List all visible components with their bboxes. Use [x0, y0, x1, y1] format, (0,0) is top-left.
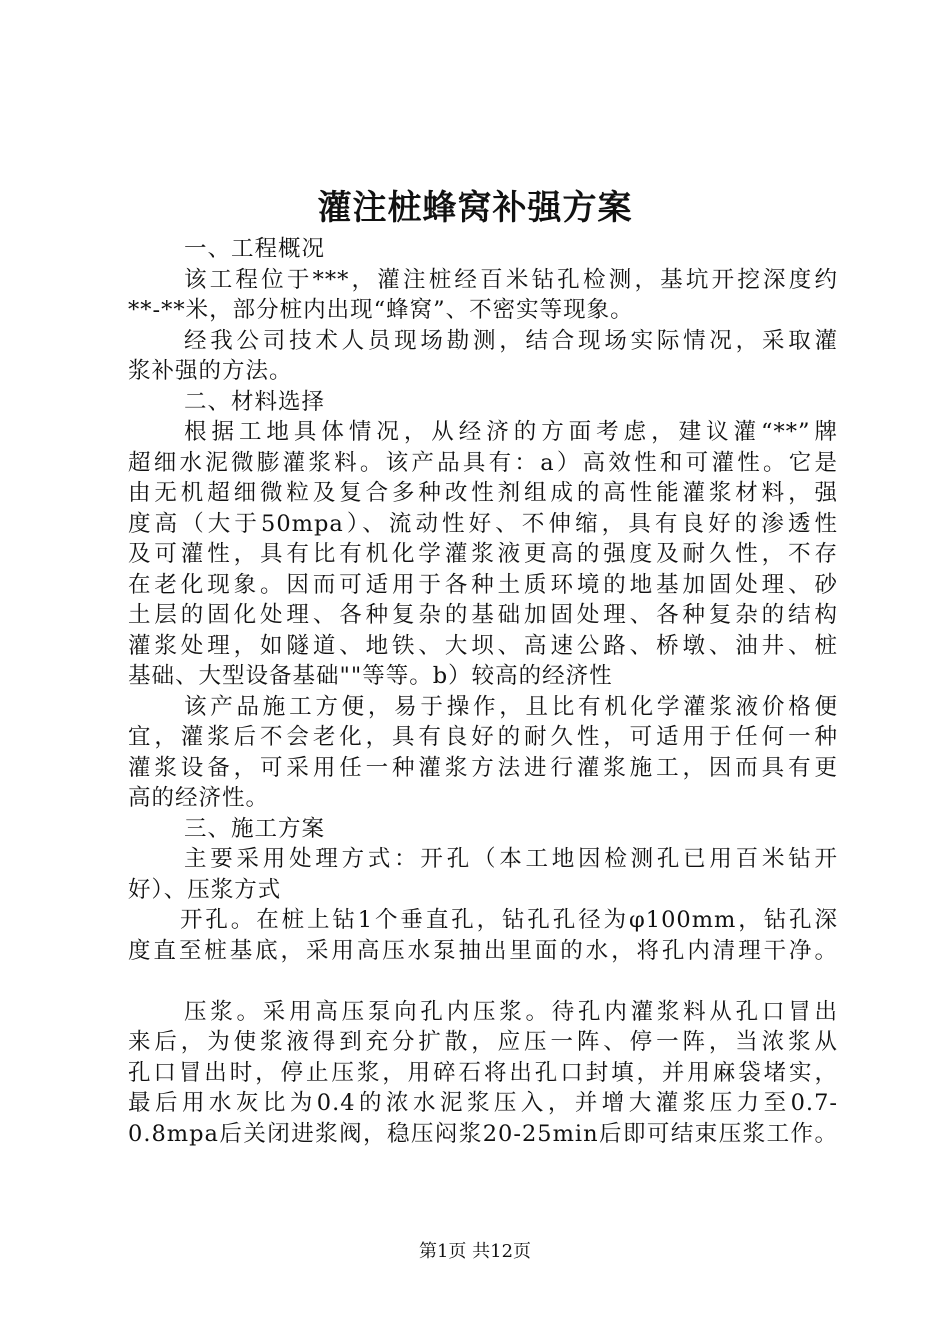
- section-heading-overview: 一、工程概况: [184, 236, 326, 262]
- paragraph-line: 根据工地具体情况，从经济的方面考虑，建议灌“**”牌: [184, 419, 838, 445]
- paragraph-line: 度高（大于50mpa）、流动性好、不伸缩，具有良好的渗透性: [128, 510, 838, 537]
- paragraph-line: 开孔。在桩上钻1个垂直孔，钻孔孔径为φ100mm，钻孔深: [180, 907, 838, 933]
- paragraph-line: 超细水泥微膨灌浆料。该产品具有：a）高效性和可灌性。它是: [128, 449, 838, 476]
- paragraph-line: 好）、压浆方式: [128, 876, 282, 903]
- paragraph-line: 灌浆设备，可采用任一种灌浆方法进行灌浆施工，因而具有更: [128, 754, 838, 781]
- paragraph-line: 及可灌性，具有比有机化学灌浆液更高的强度及耐久性，不存: [128, 541, 838, 567]
- paragraph-line: 主要采用处理方式：开孔（本工地因检测孔已用百米钻开: [184, 846, 838, 872]
- paragraph-line: 基础、大型设备基础""等等。b）较高的经济性: [128, 663, 613, 689]
- paragraph-line: 最后用水灰比为0.4的浓水泥浆压入，并增大灌浆压力至0.7-: [128, 1090, 838, 1116]
- blank-line: [128, 966, 838, 997]
- paragraph-line: 度直至桩基底，采用高压水泵抽出里面的水，将孔内清理干净。: [128, 937, 838, 964]
- document-body: [128, 234, 838, 1149]
- paragraph-line: 该工程位于***，灌注桩经百米钻孔检测，基坑开挖深度约: [184, 266, 838, 293]
- paragraph-line: 来后，为使浆液得到充分扩散，应压一阵、停一阵，当浓浆从: [128, 1029, 838, 1055]
- section-heading-construction: 三、施工方案: [184, 815, 326, 842]
- paragraph-line: 0.8mpa后关闭进浆阀，稳压闷浆20-25min后即可结束压浆工作。: [128, 1120, 838, 1147]
- paragraph-line: 由无机超细微粒及复合多种改性剂组成的高性能灌浆材料，强: [128, 480, 838, 506]
- page-number-footer: 第1页 共12页: [418, 1241, 532, 1262]
- paragraph-line: 在老化现象。因而可适用于各种土质环境的地基加固处理、砂: [128, 571, 838, 598]
- section-heading-materials: 二、材料选择: [184, 388, 326, 415]
- paragraph-line: 压浆。采用高压泵向孔内压浆。待孔内灌浆料从孔口冒出: [184, 998, 838, 1025]
- paragraph-line: 浆补强的方法。: [128, 358, 293, 384]
- paragraph-line: 经我公司技术人员现场勘测，结合现场实际情况，采取灌: [184, 327, 838, 354]
- paragraph-line: 宜，灌浆后不会老化，具有良好的耐久性，可适用于任何一种: [128, 724, 838, 750]
- paragraph-line: **-**米，部分桩内出现“蜂窝”、不密实等现象。: [128, 297, 634, 323]
- paragraph-line: 土层的固化处理、各种复杂的基础加固处理、各种复杂的结构: [128, 602, 838, 628]
- paragraph-line: 高的经济性。: [128, 785, 270, 811]
- document-title: 灌注桩蜂窝补强方案: [317, 188, 633, 228]
- paragraph-line: 该产品施工方便，易于操作，且比有机化学灌浆液价格便: [184, 693, 838, 720]
- paragraph-line: 孔口冒出时，停止压浆，用碎石将出孔口封填，并用麻袋堵实，: [128, 1059, 838, 1086]
- paragraph-line: 灌浆处理，如隧道、地铁、大坝、高速公路、桥墩、油井、桩: [128, 632, 838, 659]
